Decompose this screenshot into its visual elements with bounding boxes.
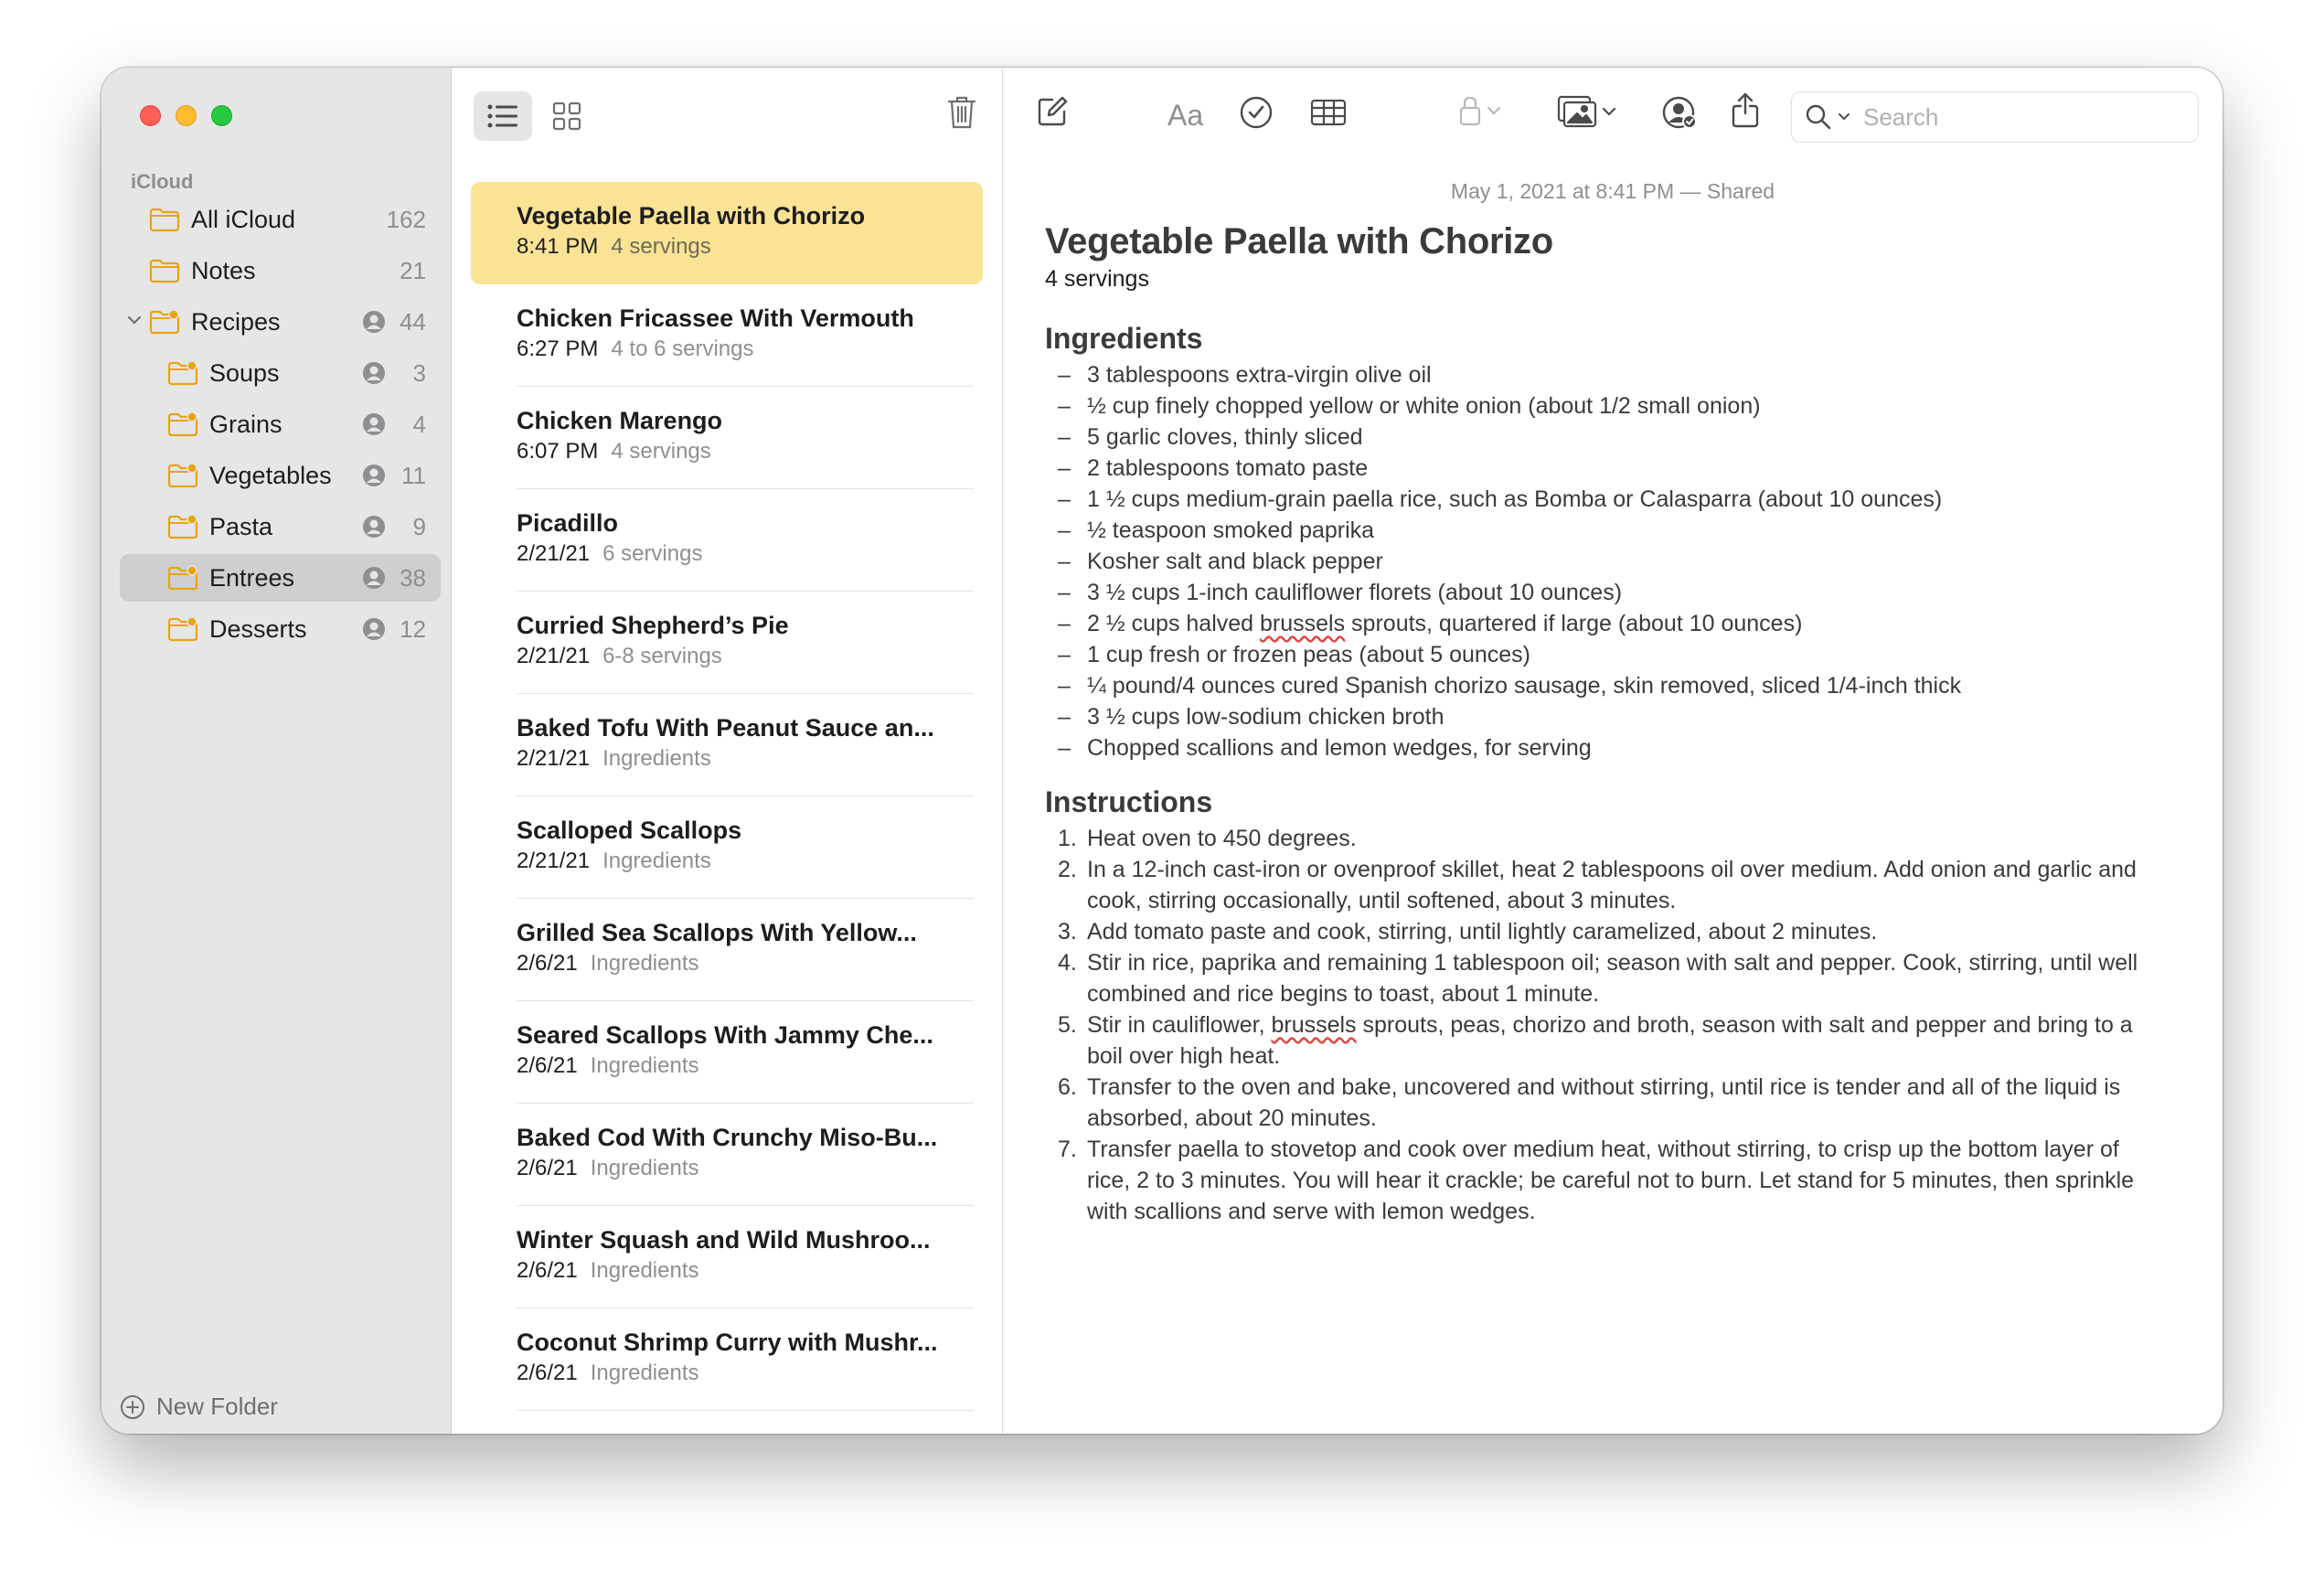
note-item-title: Picadillo — [517, 509, 619, 537]
list-view-button[interactable] — [474, 91, 532, 141]
shared-person-icon — [362, 361, 386, 385]
note-item-title: Coconut Shrimp Curry with Mushr... — [517, 1329, 938, 1356]
photo-icon — [1557, 95, 1597, 128]
shared-person-icon — [362, 310, 386, 334]
note-item-subtitle: Ingredients — [602, 746, 711, 771]
misspelled-word[interactable]: brussels — [1271, 1012, 1357, 1038]
note-title[interactable]: Vegetable Paella with Chorizo — [1045, 221, 1553, 262]
note-list-toolbar — [452, 68, 1002, 168]
ingredient-item[interactable]: – 1 ½ cups medium-grain paella rice, such as Bomba or Calasparra (about 10 ounces) — [1045, 484, 2186, 515]
note-editor — [1003, 68, 2223, 1434]
folder-name: All iCloud — [191, 205, 296, 233]
chevron-down-icon — [1601, 106, 1617, 117]
folder-name: Soups — [209, 358, 280, 387]
gallery-view-icon — [552, 101, 581, 131]
format-button[interactable]: Aa — [1167, 99, 1204, 132]
note-item-date: 8:41 PM — [517, 234, 599, 259]
note-item-subtitle: Ingredients — [590, 1053, 699, 1078]
table-button[interactable] — [1310, 99, 1347, 126]
shared-folder-icon — [167, 514, 198, 539]
sidebar — [101, 68, 452, 1434]
note-list-pane — [452, 68, 1003, 1434]
note-item-meta — [517, 234, 983, 260]
delete-note-button[interactable] — [947, 95, 976, 134]
step-number: 1. — [1058, 826, 1077, 851]
note-list-item[interactable] — [471, 592, 983, 694]
sidebar-section-label: iCloud — [131, 170, 194, 193]
shared-folder-icon — [167, 360, 198, 386]
ingredient-item[interactable]: – Chopped scallions and lemon wedges, for serving — [1045, 732, 2186, 763]
folder-name: Desserts — [209, 614, 307, 643]
instructions-heading[interactable]: Instructions — [1045, 785, 1213, 818]
ingredient-item[interactable]: – 3 ½ cups 1-inch cauliflower florets (about 10 ounces) — [1045, 577, 2186, 608]
note-list-item[interactable] — [471, 1308, 983, 1411]
folder-name: Vegetables — [209, 461, 332, 489]
search-field[interactable] — [1791, 91, 2199, 143]
folder-item[interactable] — [120, 196, 441, 243]
folder-item[interactable] — [120, 298, 441, 346]
note-item-subtitle: Ingredients — [590, 951, 699, 976]
share-icon — [1731, 91, 1760, 128]
instruction-step[interactable]: 2. In a 12-inch cast-iron or ovenproof skillet, heat 2 tablespoons oil over medium. Add onion and garlic and cook, stirring occasionally, until softened, about 3 minutes. — [1045, 854, 2186, 916]
folder-count: 44 — [400, 307, 426, 336]
step-number: 5. — [1058, 1012, 1077, 1038]
note-list-item[interactable] — [471, 1206, 983, 1308]
ingredient-item[interactable]: – 2 tablespoons tomato paste — [1045, 453, 2186, 484]
note-item-meta — [517, 1053, 983, 1079]
checklist-button[interactable] — [1239, 95, 1274, 130]
note-list-item[interactable] — [471, 796, 983, 899]
step-number: 7. — [1058, 1137, 1077, 1162]
compose-icon — [1036, 95, 1069, 128]
share-button[interactable] — [1731, 91, 1760, 128]
ingredient-item[interactable]: – ½ cup finely chopped yellow or white onion (about 1/2 small onion) — [1045, 390, 2186, 422]
note-body[interactable] — [1045, 221, 2186, 1227]
folder-name: Recipes — [191, 307, 281, 336]
note-list-item[interactable] — [471, 899, 983, 1001]
shared-folder-icon — [167, 411, 198, 437]
folder-count: 9 — [412, 512, 426, 540]
shared-person-icon — [362, 617, 386, 641]
note-item-subtitle: 6 servings — [602, 541, 703, 566]
folder-count: 3 — [412, 358, 426, 387]
shared-folder-icon — [167, 616, 198, 642]
ingredient-item[interactable]: – 5 garlic cloves, thinly sliced — [1045, 422, 2186, 453]
folder-count: 11 — [401, 461, 426, 489]
collaborate-button[interactable] — [1659, 95, 1698, 130]
note-item-date: 2/21/21 — [517, 644, 591, 668]
media-button[interactable] — [1557, 95, 1617, 128]
instruction-step[interactable]: 3. Add tomato paste and cook, stirring, until lightly caramelized, about 2 minutes. — [1045, 916, 2186, 947]
zoom-window-button[interactable] — [211, 105, 232, 126]
shared-people-icon — [1659, 95, 1698, 130]
note-item-subtitle: 4 servings — [611, 439, 711, 464]
note-item-date: 2/6/21 — [517, 951, 578, 976]
note-item-title: Chicken Marengo — [517, 407, 723, 434]
shared-person-icon — [362, 464, 386, 487]
note-item-title: Curried Shepherd’s Pie — [517, 612, 789, 639]
note-list-item[interactable] — [471, 387, 983, 489]
folder-name: Notes — [191, 256, 256, 284]
minimize-window-button[interactable] — [176, 105, 197, 126]
note-item-subtitle: Ingredients — [590, 1361, 699, 1385]
step-number: 2. — [1058, 857, 1077, 882]
note-item-title: Winter Squash and Wild Mushroo... — [517, 1226, 931, 1254]
note-item-meta — [517, 439, 983, 464]
folder-icon — [149, 207, 180, 232]
note-servings[interactable]: 4 servings — [1045, 266, 1149, 292]
folder-item[interactable] — [120, 605, 441, 653]
search-input[interactable]: Search — [1863, 102, 1939, 131]
ingredient-item[interactable]: – 3 ½ cups low-sodium chicken broth — [1045, 701, 2186, 732]
note-item-title: Scalloped Scallops — [517, 817, 742, 844]
instruction-step[interactable]: 6. Transfer to the oven and bake, uncovered and without stirring, until rice is tender and all of the liquid is absorbed, about 20 minutes. — [1045, 1072, 2186, 1134]
note-item-subtitle: Ingredients — [590, 1156, 699, 1180]
compose-button[interactable] — [1036, 95, 1069, 128]
note-list-item[interactable] — [471, 182, 983, 284]
ingredient-item[interactable]: – 3 tablespoons extra-virgin olive oil — [1045, 359, 2186, 390]
folder-item[interactable] — [120, 503, 441, 550]
ingredient-item[interactable]: – ¼ pound/4 ounces cured Spanish chorizo sausage, skin removed, sliced 1/4-inch thick — [1045, 670, 2186, 701]
chevron-down-icon[interactable] — [125, 311, 144, 329]
step-number: 3. — [1058, 919, 1077, 945]
note-item-date: 6:07 PM — [517, 439, 599, 464]
note-date-line: May 1, 2021 at 8:41 PM — Shared — [1450, 179, 1775, 203]
list-view-icon — [487, 104, 518, 128]
note-item-meta — [517, 951, 983, 977]
note-item-title: Baked Tofu With Peanut Sauce an... — [517, 714, 934, 742]
ingredients-heading[interactable]: Ingredients — [1045, 322, 1203, 355]
note-item-subtitle: 4 servings — [611, 234, 711, 259]
ingredient-item[interactable]: – 1 cup fresh or frozen peas (about 5 ounces) — [1045, 639, 2186, 670]
folder-item[interactable] — [120, 400, 441, 448]
folder-name: Grains — [209, 410, 283, 438]
folder-item[interactable] — [120, 349, 441, 397]
chevron-down-icon — [1838, 112, 1850, 122]
note-item-meta — [517, 1258, 983, 1284]
close-window-button[interactable] — [140, 105, 161, 126]
note-item-date: 2/21/21 — [517, 541, 591, 566]
note-item-meta — [517, 1361, 983, 1386]
folder-count: 21 — [400, 256, 426, 284]
note-item-meta — [517, 849, 983, 874]
note-item-meta — [517, 336, 983, 362]
search-icon — [1805, 103, 1832, 131]
note-item-title: Baked Cod With Crunchy Miso-Bu... — [517, 1124, 938, 1151]
note-list-item[interactable] — [471, 489, 983, 592]
shared-folder-icon — [167, 565, 198, 591]
folder-item[interactable] — [120, 554, 441, 602]
note-item-subtitle: Ingredients — [602, 849, 711, 873]
shared-folder-icon — [167, 463, 198, 488]
folder-icon — [149, 258, 180, 283]
gallery-view-button[interactable] — [538, 91, 596, 141]
note-item-subtitle: Ingredients — [590, 1258, 699, 1283]
note-item-date: 2/6/21 — [517, 1258, 578, 1283]
instructions-list — [1045, 823, 2186, 1227]
shared-person-icon — [362, 412, 386, 436]
note-item-meta — [517, 746, 983, 772]
step-number: 6. — [1058, 1074, 1077, 1100]
folder-name: Entrees — [209, 563, 295, 592]
table-icon — [1310, 99, 1347, 126]
window-controls — [140, 105, 232, 126]
ingredient-item[interactable]: – Kosher salt and black pepper — [1045, 546, 2186, 577]
note-item-title: Chicken Fricassee With Vermouth — [517, 304, 914, 332]
note-item-date: 2/21/21 — [517, 849, 591, 873]
note-item-meta — [517, 541, 983, 567]
lock-icon — [1458, 95, 1482, 126]
note-item-date: 6:27 PM — [517, 336, 599, 361]
note-item-subtitle: 6-8 servings — [602, 644, 722, 668]
note-list-item[interactable] — [471, 1001, 983, 1104]
new-folder-label: New Folder — [156, 1393, 278, 1420]
folder-item[interactable] — [120, 452, 441, 499]
trash-icon — [947, 95, 976, 130]
note-item-meta — [517, 1156, 983, 1181]
note-item-title: Grilled Sea Scallops With Yellow... — [517, 919, 917, 946]
note-item-title: Seared Scallops With Jammy Che... — [517, 1021, 933, 1049]
notes — [471, 182, 983, 1411]
folder-count: 38 — [400, 563, 426, 592]
notes-window — [101, 68, 2223, 1434]
shared-person-icon — [362, 566, 386, 590]
ingredients-list — [1045, 359, 2186, 763]
instruction-step[interactable]: 1. Heat oven to 450 degrees. — [1045, 823, 2186, 854]
folder-item[interactable] — [120, 247, 441, 294]
note-item-date: 2/6/21 — [517, 1156, 578, 1180]
note-item-meta — [517, 644, 983, 669]
note-item-date: 2/21/21 — [517, 746, 591, 771]
instruction-step[interactable]: 5. Stir in cauliflower, brussels sprouts, peas, chorizo and broth, season with salt and pepper and bring to a boil over high heat. — [1045, 1009, 2186, 1072]
note-item-date: 2/6/21 — [517, 1053, 578, 1078]
ingredient-item[interactable]: – 2 ½ cups halved brussels sprouts, quartered if large (about 10 ounces) — [1045, 608, 2186, 639]
lock-button[interactable] — [1458, 95, 1502, 126]
note-item-date: 2/6/21 — [517, 1361, 578, 1385]
note-item-subtitle: 4 to 6 servings — [611, 336, 754, 361]
folder-count: 4 — [412, 410, 426, 438]
note-list-item[interactable] — [471, 1104, 983, 1206]
note-item-title: Vegetable Paella with Chorizo — [517, 202, 866, 229]
instruction-step[interactable]: 4. Stir in rice, paprika and remaining 1 tablespoon oil; season with salt and pepper. Cook, stirring, until well combined and rice begins to toast, about 1 minute. — [1045, 947, 2186, 1009]
folder-count: 12 — [400, 614, 426, 643]
step-number: 4. — [1058, 950, 1077, 976]
folder-count: 162 — [386, 205, 426, 233]
note-list-item[interactable] — [471, 694, 983, 796]
ingredient-item[interactable]: – ½ teaspoon smoked paprika — [1045, 515, 2186, 546]
misspelled-word[interactable]: brussels — [1260, 611, 1346, 636]
plus-circle-icon — [120, 1394, 145, 1420]
shared-folder-icon — [149, 309, 180, 335]
instruction-step[interactable]: 7. Transfer paella to stovetop and cook over medium heat, without stirring, to crisp up the bottom layer of rice, 2 to 3 minutes. You will hear it crackle; be careful not to burn. Let stand for 5 minutes, then sprinkle with scallions and serve with lemon wedges. — [1045, 1134, 2186, 1227]
new-folder-button[interactable] — [120, 1393, 278, 1421]
chevron-down-icon — [1486, 105, 1502, 116]
folder-list — [120, 196, 441, 656]
checklist-icon — [1239, 95, 1274, 130]
folder-name: Pasta — [209, 512, 273, 540]
note-list-item[interactable] — [471, 284, 983, 387]
shared-person-icon — [362, 515, 386, 539]
